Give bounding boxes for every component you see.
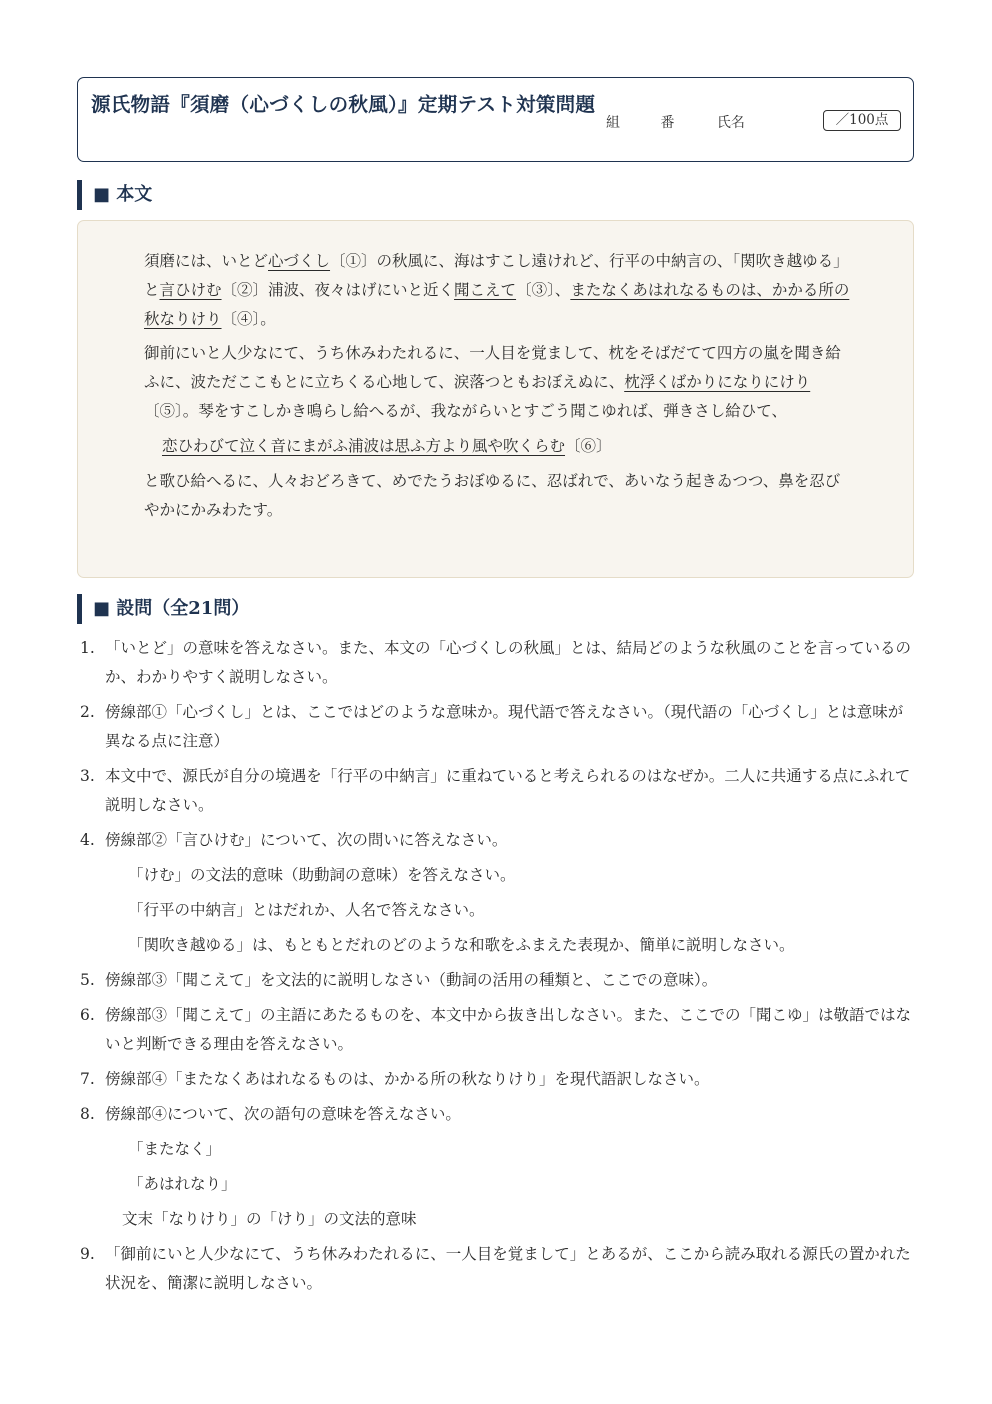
passage-text-run: 御前にいと人少なにて、うち休みわたれるに、一人目を覚まして、枕をそばだてて四方の嵐を聞き給ふに、波ただここもとに立ちくる心地して、涙落つともおぼえぬに、 (144, 344, 841, 391)
passage-paragraph-2 (144, 339, 854, 426)
passage-text-run: 〔②〕浦波、夜々はげにいと近く (221, 281, 455, 299)
section-heading-questions: ■ 設問（全21問） (77, 594, 249, 624)
passage-box (77, 220, 914, 578)
sub-question: 「関吹き越ゆる」は、もともとだれのどのような和歌をふまえた表現か、簡単に説明しなさい。 (128, 936, 795, 954)
waka-poem (144, 432, 854, 461)
passage-text-run: 〔①〕の秋風に、海はすこし遠けれど、行平の中納言の、「関吹き越ゆる」と (144, 252, 849, 299)
student-info-labels (606, 112, 745, 132)
sub-question: 文末「なりけり」の「けり」の文法的意味 (122, 1210, 417, 1228)
question-list (80, 634, 915, 1304)
header-box (77, 77, 914, 162)
passage-text-run: 〔④〕。 (221, 310, 276, 328)
underlined-phrase-4: またなくあはれなるものは、かかる所の秋なりけり (144, 281, 850, 328)
underlined-phrase-3: 聞こえて (454, 281, 517, 299)
score-box: ／100点 (823, 110, 901, 131)
question-number: 7. (80, 1070, 95, 1088)
question-text: 傍線部③「聞こえて」を文法的に説明しなさい（動詞の活用の種類と、ここでの意味）。 (105, 971, 718, 989)
question-number: 2. (80, 703, 95, 721)
question-number: 8. (80, 1105, 95, 1123)
passage-paragraph-3: と歌ひ給へるに、人々おどろきて、めでたうおぼゆるに、忍ばれで、あいなう起きゐつつ、鼻を忍びやかにかみわたす。 (144, 472, 841, 519)
question-item (80, 698, 915, 756)
name-label: 氏名 (716, 115, 745, 131)
question-item (80, 1065, 915, 1094)
sub-question: 「あはれなり」 (128, 1175, 237, 1193)
question-item (80, 1240, 915, 1298)
passage-text-run: 〔⑤〕。琴をすこしかき鳴らし給へるが、我ながらいとすごう聞こゆれば、弾きさし給ひて、 (144, 402, 787, 420)
question-text: 傍線部④について、次の語句の意味を答えなさい。 (105, 1105, 461, 1123)
number-label: 番 (660, 115, 675, 131)
underlined-phrase-1: 心づくし (268, 252, 331, 270)
question-number: 6. (80, 1006, 95, 1024)
question-item (80, 826, 915, 855)
document-title: 源氏物語『須磨（心づくしの秋風）』定期テスト対策問題 (91, 93, 596, 116)
underlined-phrase-6: 恋ひわびて泣く音にまがふ浦波は思ふ方より風や吹くらむ (162, 437, 566, 455)
question-text: 本文中で、源氏が自分の境遇を「行平の中納言」に重ねていると考えられるのはなぜか。二人に共通する点にふれて説明しなさい。 (105, 767, 911, 814)
question-number: 3. (80, 767, 95, 785)
question-item (80, 966, 915, 995)
section-heading-text: ■ 本文 (77, 180, 152, 210)
sub-question: 「けむ」の文法的意味（助動詞の意味）を答えなさい。 (128, 866, 516, 884)
question-item (80, 762, 915, 820)
passage-text (144, 247, 854, 530)
question-text: 傍線部②「言ひけむ」について、次の問いに答えなさい。 (105, 831, 508, 849)
question-text: 傍線部④「またなくあはれなるものは、かかる所の秋なりけり」を現代語訳しなさい。 (105, 1070, 710, 1088)
question-item (80, 634, 915, 692)
question-number: 5. (80, 971, 95, 989)
underlined-phrase-2: 言ひけむ (159, 281, 222, 299)
underlined-phrase-5: 枕浮くばかりになりにけり (624, 373, 811, 391)
question-text: 傍線部③「聞こえて」の主語にあたるものを、本文中から抜き出しなさい。また、ここでの「聞こゆ」は敬語ではないと判断できる理由を答えなさい。 (105, 1006, 912, 1053)
question-item (80, 1001, 915, 1059)
question-text: 傍線部①「心づくし」とは、ここではどのような意味か。現代語で答えなさい。（現代語の「心づくし」とは意味が異なる点に注意） (105, 703, 904, 750)
question-number: 1. (80, 639, 95, 657)
passage-text-run: 〔③〕、 (516, 281, 571, 299)
sub-question: 「行平の中納言」とはだれか、人名で答えなさい。 (128, 901, 485, 919)
question-item (80, 1100, 915, 1129)
passage-paragraph-1 (144, 247, 854, 334)
class-label: 組 (606, 115, 620, 131)
question-number: 4. (80, 831, 95, 849)
sub-question: 「またなく」 (128, 1140, 222, 1158)
question-text: 「いとど」の意味を答えなさい。また、本文の「心づくしの秋風」とは、結局どのような秋風のことを言っているのか、わかりやすく説明しなさい。 (105, 639, 912, 686)
passage-text-run: 須磨には、いとど (144, 252, 269, 270)
question-text: 「御前にいと人少なにて、うち休みわたれるに、一人目を覚まして」とあるが、ここから読み取れる源氏の置かれた状況を、簡潔に説明しなさい。 (105, 1245, 911, 1292)
passage-text-run: 〔⑥〕 (565, 437, 612, 455)
question-number: 9. (80, 1245, 95, 1263)
